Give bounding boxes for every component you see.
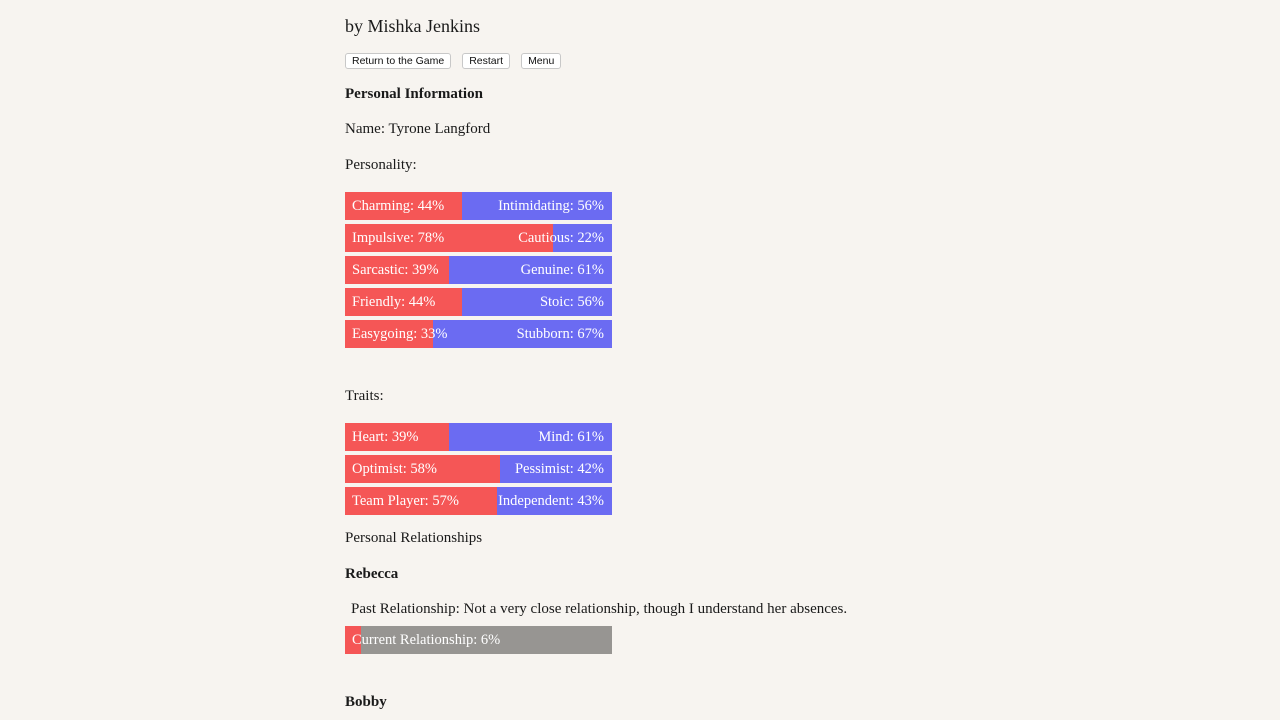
personality-bar-charming	[345, 192, 612, 220]
bar-right-label: Intimidating: 56%	[498, 198, 604, 214]
bar-right-label: Cautious: 22%	[518, 230, 604, 246]
bar-right-label: Independent: 43%	[498, 493, 604, 509]
relationship-name-bobby: Bobby	[345, 694, 387, 710]
relationship-name-rebecca: Rebecca	[345, 566, 399, 582]
trait-bar-team-player	[345, 487, 612, 515]
bar-right-label: Stubborn: 67%	[516, 326, 604, 342]
personality-bar-sarcastic	[345, 256, 612, 284]
traits-label: Traits:	[345, 388, 384, 404]
personal-relationships-label: Personal Relationships	[345, 530, 483, 546]
personality-bar-easygoing	[345, 320, 612, 348]
bar-left-label: Sarcastic: 39%	[352, 262, 439, 278]
return-to-game-button[interactable]: Return to the Game	[345, 53, 451, 69]
bar-left-label: Charming: 44%	[352, 198, 445, 214]
bar-left-label: Optimist: 58%	[352, 461, 437, 477]
bar-right-label: Genuine: 61%	[520, 262, 604, 278]
bar-left-label: Current Relationship: 6%	[352, 632, 501, 648]
bar-left-label: Impulsive: 78%	[352, 230, 445, 246]
bar-right-label: Mind: 61%	[538, 429, 604, 445]
personal-information-heading: Personal Information	[345, 86, 483, 102]
author-byline: by Mishka Jenkins	[345, 16, 480, 36]
bar-right-label: Pessimist: 42%	[514, 461, 604, 477]
bar-left-label: Team Player: 57%	[352, 493, 459, 509]
bar-left-label: Friendly: 44%	[352, 294, 436, 310]
rebecca-past-relationship: Past Relationship: Not a very close relationship, though I understand her absences.	[351, 601, 848, 617]
personality-bar-impulsive	[345, 224, 612, 252]
trait-bar-heart	[345, 423, 612, 451]
personality-bar-friendly	[345, 288, 612, 316]
bar-left-label: Heart: 39%	[352, 429, 419, 445]
menu-button[interactable]: Menu	[521, 53, 561, 69]
character-name: Name: Tyrone Langford	[345, 121, 491, 137]
trait-bar-optimist	[345, 455, 612, 483]
restart-button[interactable]: Restart	[462, 53, 510, 69]
stats-button-row	[345, 53, 561, 69]
bar-left-label: Easygoing: 33%	[352, 326, 448, 342]
personality-label: Personality:	[345, 157, 417, 173]
rebecca-current-relationship-bar	[345, 626, 612, 654]
bar-right-label: Stoic: 56%	[539, 294, 604, 310]
